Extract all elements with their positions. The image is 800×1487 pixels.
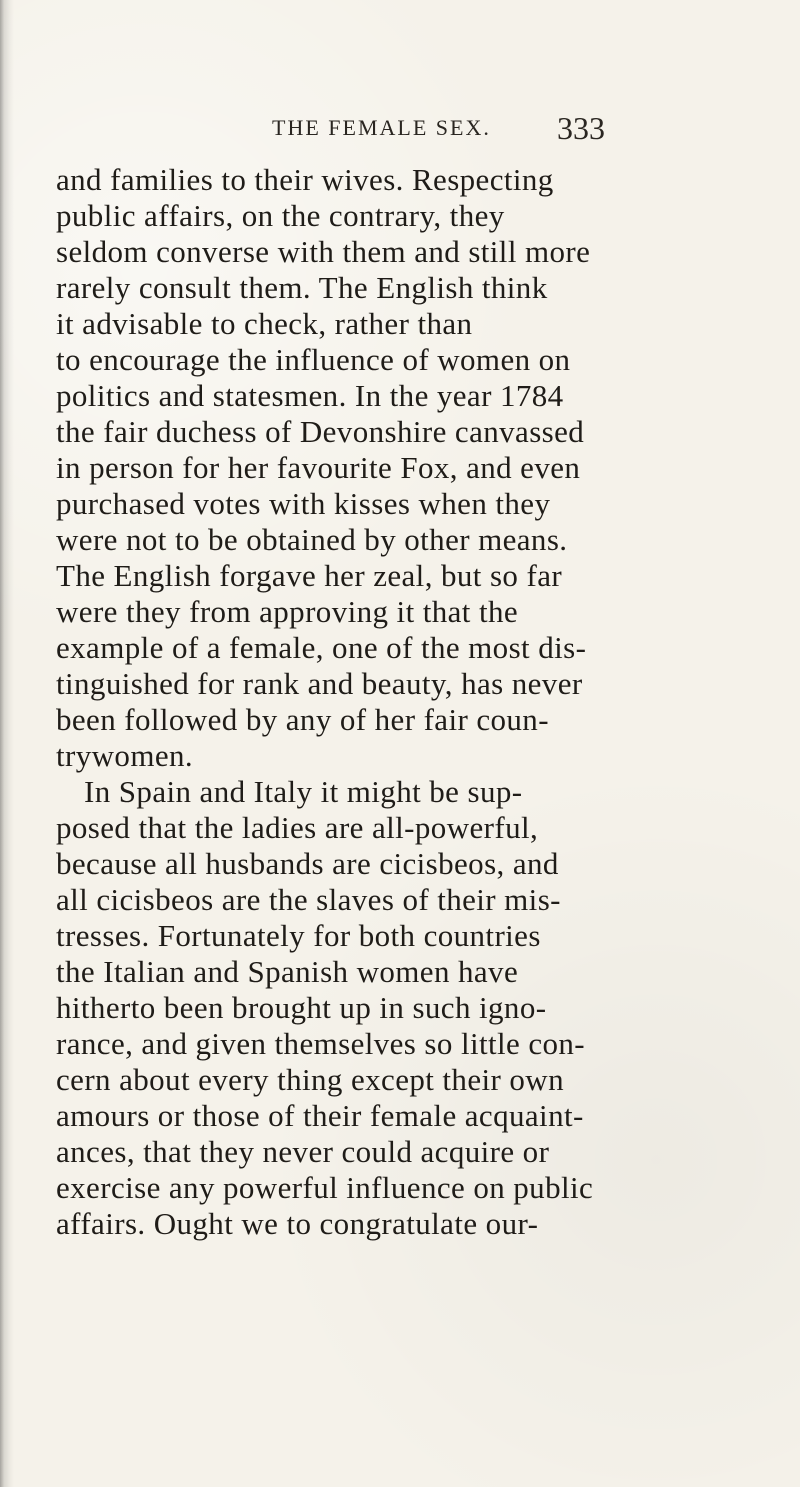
text-line-9: in person for her favourite Fox, and even bbox=[56, 450, 581, 485]
text-line-19: posed that the ladies are all-powerful, bbox=[56, 810, 539, 845]
text-line-15: tinguished for rank and beauty, has never bbox=[56, 666, 583, 701]
text-line-12: The English forgave her zeal, but so far bbox=[56, 558, 563, 593]
text-line-7: politics and statesmen. In the year 1784 bbox=[56, 378, 564, 413]
page-number: 333 bbox=[557, 110, 605, 146]
text-line-4: rarely consult them. The English think bbox=[56, 270, 548, 305]
text-line-28: ances, that they never could acquire or bbox=[56, 1134, 550, 1169]
text-line-5: it advisable to check, rather than bbox=[56, 306, 473, 341]
text-line-30: affairs. Ought we to congratulate our- bbox=[56, 1206, 539, 1241]
text-line-29: exercise any powerful influence on public bbox=[56, 1170, 594, 1205]
text-line-6: to encourage the influence of women on bbox=[56, 342, 571, 377]
text-line-24: hitherto been brought up in such igno- bbox=[56, 990, 547, 1025]
running-head: THE FEMALE SEX. bbox=[272, 115, 491, 140]
text-line-22: tresses. Fortunately for both countries bbox=[56, 918, 541, 953]
text-line-13: were they from approving it that the bbox=[56, 594, 519, 629]
text-line-18: In Spain and Italy it might be sup- bbox=[84, 774, 523, 809]
body-text bbox=[56, 162, 776, 1382]
text-line-11: were not to be obtained by other means. bbox=[56, 522, 568, 557]
text-line-16: been followed by any of her fair coun- bbox=[56, 702, 549, 737]
text-line-21: all cicisbeos are the slaves of their mis- bbox=[56, 882, 561, 917]
page-gutter-shadow bbox=[0, 0, 14, 1487]
page-header bbox=[0, 110, 800, 155]
text-line-20: because all husbands are cicisbeos, and bbox=[56, 846, 559, 881]
text-line-26: cern about every thing except their own bbox=[56, 1062, 564, 1097]
text-line-14: example of a female, one of the most dis- bbox=[56, 630, 587, 665]
text-line-10: purchased votes with kisses when they bbox=[56, 486, 551, 521]
text-line-17: trywomen. bbox=[56, 738, 194, 773]
text-line-8: the fair duchess of Devonshire canvassed bbox=[56, 414, 585, 449]
text-line-3: seldom converse with them and still more bbox=[56, 234, 591, 269]
text-line-2: public affairs, on the contrary, they bbox=[56, 198, 505, 233]
text-line-25: rance, and given themselves so little con- bbox=[56, 1026, 585, 1061]
text-line-27: amours or those of their female acquaint- bbox=[56, 1098, 584, 1133]
text-line-23: the Italian and Spanish women have bbox=[56, 954, 519, 989]
text-line-1: and families to their wives. Respecting bbox=[56, 162, 554, 197]
